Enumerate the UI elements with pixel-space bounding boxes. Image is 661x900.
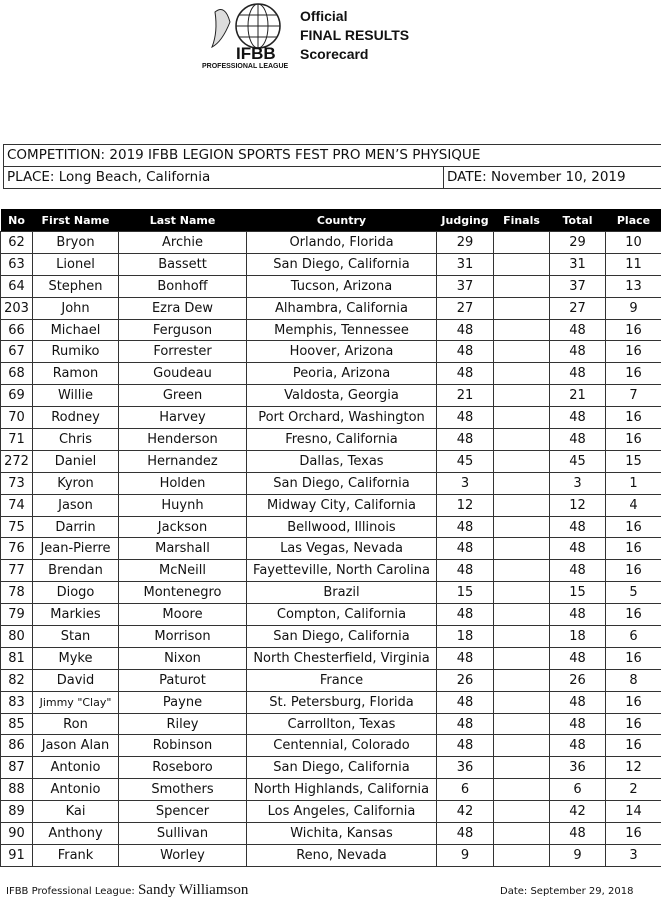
competition-place: PLACE: Long Beach, California: [7, 169, 211, 185]
cell-no: 91: [1, 844, 33, 866]
results-table: [0, 209, 661, 867]
footer-signature: [6, 882, 248, 899]
cell-total: 48: [550, 341, 606, 363]
cell-last-name: Holden: [119, 472, 247, 494]
table-row: [1, 472, 661, 494]
cell-first-name: Stephen: [33, 275, 119, 297]
cell-total: 31: [550, 253, 606, 275]
cell-judging: 37: [437, 275, 494, 297]
cell-total: 15: [550, 582, 606, 604]
cell-first-name: Diogo: [33, 582, 119, 604]
cell-finals: [494, 844, 550, 866]
cell-place: 12: [606, 757, 661, 779]
title-final-results: FINAL RESULTS: [300, 27, 410, 43]
column-header: Judging: [437, 209, 494, 232]
cell-last-name: Hernandez: [119, 450, 247, 472]
cell-first-name: Rumiko: [33, 341, 119, 363]
cell-last-name: Robinson: [119, 735, 247, 757]
cell-no: 71: [1, 429, 33, 451]
table-row: [1, 757, 661, 779]
cell-last-name: Paturot: [119, 669, 247, 691]
cell-country: North Chesterfield, Virginia: [247, 647, 437, 669]
cell-total: 48: [550, 647, 606, 669]
cell-first-name: Myke: [33, 647, 119, 669]
cell-country: Hoover, Arizona: [247, 341, 437, 363]
competition-info: [3, 144, 661, 189]
cell-place: 14: [606, 801, 661, 823]
cell-no: 82: [1, 669, 33, 691]
cell-judging: 48: [437, 407, 494, 429]
cell-no: 88: [1, 779, 33, 801]
cell-judging: 48: [437, 341, 494, 363]
table-row: [1, 626, 661, 648]
cell-no: 80: [1, 626, 33, 648]
cell-country: Orlando, Florida: [247, 232, 437, 254]
cell-judging: 48: [437, 363, 494, 385]
cell-last-name: Spencer: [119, 801, 247, 823]
cell-total: 48: [550, 538, 606, 560]
cell-last-name: Green: [119, 385, 247, 407]
cell-finals: [494, 319, 550, 341]
cell-first-name: Ramon: [33, 363, 119, 385]
cell-last-name: Roseboro: [119, 757, 247, 779]
cell-judging: 18: [437, 626, 494, 648]
cell-total: 48: [550, 429, 606, 451]
cell-place: 1: [606, 472, 661, 494]
cell-first-name: Daniel: [33, 450, 119, 472]
cell-first-name: David: [33, 669, 119, 691]
cell-country: Midway City, California: [247, 494, 437, 516]
cell-no: 62: [1, 232, 33, 254]
cell-place: 3: [606, 844, 661, 866]
cell-total: 18: [550, 626, 606, 648]
cell-first-name: Ron: [33, 713, 119, 735]
cell-finals: [494, 341, 550, 363]
cell-judging: 48: [437, 429, 494, 451]
table-row: [1, 844, 661, 866]
cell-last-name: Huynh: [119, 494, 247, 516]
table-row: [1, 801, 661, 823]
cell-last-name: Henderson: [119, 429, 247, 451]
cell-total: 48: [550, 363, 606, 385]
cell-country: Fayetteville, North Carolina: [247, 560, 437, 582]
cell-country: Wichita, Kansas: [247, 823, 437, 845]
table-row: [1, 560, 661, 582]
cell-total: 42: [550, 801, 606, 823]
cell-first-name: Kyron: [33, 472, 119, 494]
column-header: Country: [247, 209, 437, 232]
cell-total: 27: [550, 297, 606, 319]
cell-total: 6: [550, 779, 606, 801]
cell-first-name: Antonio: [33, 757, 119, 779]
cell-place: 7: [606, 385, 661, 407]
cell-place: 16: [606, 560, 661, 582]
cell-no: 83: [1, 691, 33, 713]
cell-country: San Diego, California: [247, 757, 437, 779]
cell-first-name: John: [33, 297, 119, 319]
cell-last-name: McNeill: [119, 560, 247, 582]
cell-judging: 36: [437, 757, 494, 779]
cell-country: North Highlands, California: [247, 779, 437, 801]
cell-place: 16: [606, 429, 661, 451]
footer-date: Date: September 29, 2018: [500, 886, 634, 897]
table-row: [1, 450, 661, 472]
cell-place: 16: [606, 823, 661, 845]
table-row: [1, 429, 661, 451]
cell-country: San Diego, California: [247, 626, 437, 648]
cell-total: 26: [550, 669, 606, 691]
table-row: [1, 494, 661, 516]
cell-no: 76: [1, 538, 33, 560]
cell-first-name: Jean-Pierre: [33, 538, 119, 560]
cell-judging: 29: [437, 232, 494, 254]
cell-country: Centennial, Colorado: [247, 735, 437, 757]
cell-country: St. Petersburg, Florida: [247, 691, 437, 713]
cell-judging: 48: [437, 735, 494, 757]
cell-place: 11: [606, 253, 661, 275]
cell-place: 16: [606, 691, 661, 713]
cell-judging: 48: [437, 560, 494, 582]
table-row: [1, 516, 661, 538]
cell-first-name: Kai: [33, 801, 119, 823]
cell-finals: [494, 275, 550, 297]
cell-judging: 42: [437, 801, 494, 823]
cell-last-name: Morrison: [119, 626, 247, 648]
cell-country: Brazil: [247, 582, 437, 604]
cell-finals: [494, 297, 550, 319]
cell-finals: [494, 626, 550, 648]
cell-no: 203: [1, 297, 33, 319]
cell-place: 16: [606, 647, 661, 669]
cell-place: 2: [606, 779, 661, 801]
title-official: Official: [300, 8, 348, 24]
cell-no: 81: [1, 647, 33, 669]
table-row: [1, 669, 661, 691]
cell-no: 69: [1, 385, 33, 407]
cell-last-name: Moore: [119, 604, 247, 626]
cell-last-name: Sullivan: [119, 823, 247, 845]
cell-total: 48: [550, 319, 606, 341]
cell-place: 16: [606, 604, 661, 626]
cell-place: 16: [606, 538, 661, 560]
cell-country: Carrollton, Texas: [247, 713, 437, 735]
cell-last-name: Worley: [119, 844, 247, 866]
table-row: [1, 604, 661, 626]
cell-finals: [494, 232, 550, 254]
cell-judging: 48: [437, 713, 494, 735]
cell-finals: [494, 429, 550, 451]
cell-no: 87: [1, 757, 33, 779]
cell-finals: [494, 735, 550, 757]
cell-place: 13: [606, 275, 661, 297]
cell-total: 36: [550, 757, 606, 779]
cell-last-name: Ezra Dew: [119, 297, 247, 319]
cell-finals: [494, 516, 550, 538]
cell-country: Peoria, Arizona: [247, 363, 437, 385]
cell-finals: [494, 538, 550, 560]
cell-judging: 6: [437, 779, 494, 801]
cell-first-name: Brendan: [33, 560, 119, 582]
logo-text: IFBB: [236, 44, 276, 63]
cell-total: 9: [550, 844, 606, 866]
cell-country: Compton, California: [247, 604, 437, 626]
table-row: [1, 407, 661, 429]
table-row: [1, 735, 661, 757]
title-scorecard: Scorecard: [300, 46, 369, 62]
cell-place: 16: [606, 319, 661, 341]
cell-total: 48: [550, 735, 606, 757]
cell-last-name: Nixon: [119, 647, 247, 669]
cell-total: 37: [550, 275, 606, 297]
cell-finals: [494, 691, 550, 713]
cell-place: 16: [606, 516, 661, 538]
cell-last-name: Payne: [119, 691, 247, 713]
cell-place: 4: [606, 494, 661, 516]
cell-place: 15: [606, 450, 661, 472]
cell-finals: [494, 407, 550, 429]
cell-place: 16: [606, 363, 661, 385]
cell-judging: 15: [437, 582, 494, 604]
cell-no: 63: [1, 253, 33, 275]
cell-judging: 31: [437, 253, 494, 275]
cell-no: 70: [1, 407, 33, 429]
cell-first-name: Markies: [33, 604, 119, 626]
table-row: [1, 232, 661, 254]
cell-finals: [494, 582, 550, 604]
cell-total: 48: [550, 604, 606, 626]
cell-judging: 48: [437, 604, 494, 626]
cell-country: Tucson, Arizona: [247, 275, 437, 297]
cell-finals: [494, 779, 550, 801]
column-header: First Name: [33, 209, 119, 232]
cell-no: 68: [1, 363, 33, 385]
cell-finals: [494, 823, 550, 845]
cell-first-name: Jason: [33, 494, 119, 516]
cell-total: 48: [550, 713, 606, 735]
cell-finals: [494, 494, 550, 516]
table-row: [1, 253, 661, 275]
cell-total: 21: [550, 385, 606, 407]
cell-country: Reno, Nevada: [247, 844, 437, 866]
cell-judging: 21: [437, 385, 494, 407]
cell-no: 64: [1, 275, 33, 297]
cell-last-name: Ferguson: [119, 319, 247, 341]
cell-last-name: Goudeau: [119, 363, 247, 385]
cell-no: 90: [1, 823, 33, 845]
cell-first-name: Willie: [33, 385, 119, 407]
cell-last-name: Jackson: [119, 516, 247, 538]
cell-country: San Diego, California: [247, 472, 437, 494]
table-row: [1, 363, 661, 385]
table-row: [1, 713, 661, 735]
cell-total: 48: [550, 407, 606, 429]
cell-first-name: Michael: [33, 319, 119, 341]
cell-finals: [494, 604, 550, 626]
logo-subtext: PROFESSIONAL LEAGUE: [202, 63, 289, 70]
cell-finals: [494, 757, 550, 779]
cell-finals: [494, 363, 550, 385]
cell-judging: 48: [437, 538, 494, 560]
cell-total: 48: [550, 560, 606, 582]
league-label: IFBB Professional League:: [6, 886, 135, 897]
cell-country: Los Angeles, California: [247, 801, 437, 823]
table-row: [1, 297, 661, 319]
cell-place: 6: [606, 626, 661, 648]
cell-judging: 45: [437, 450, 494, 472]
cell-no: 74: [1, 494, 33, 516]
cell-first-name: Frank: [33, 844, 119, 866]
cell-judging: 3: [437, 472, 494, 494]
cell-last-name: Forrester: [119, 341, 247, 363]
cell-last-name: Bonhoff: [119, 275, 247, 297]
cell-place: 9: [606, 297, 661, 319]
cell-finals: [494, 560, 550, 582]
cell-country: Las Vegas, Nevada: [247, 538, 437, 560]
cell-country: Port Orchard, Washington: [247, 407, 437, 429]
cell-finals: [494, 253, 550, 275]
cell-country: France: [247, 669, 437, 691]
table-row: [1, 823, 661, 845]
cell-no: 86: [1, 735, 33, 757]
cell-no: 77: [1, 560, 33, 582]
cell-place: 16: [606, 407, 661, 429]
cell-place: 16: [606, 735, 661, 757]
cell-no: 85: [1, 713, 33, 735]
cell-place: 16: [606, 341, 661, 363]
cell-no: 79: [1, 604, 33, 626]
cell-first-name: Chris: [33, 429, 119, 451]
cell-finals: [494, 669, 550, 691]
cell-finals: [494, 647, 550, 669]
cell-first-name: Lionel: [33, 253, 119, 275]
cell-last-name: Montenegro: [119, 582, 247, 604]
cell-total: 48: [550, 823, 606, 845]
cell-first-name: Darrin: [33, 516, 119, 538]
cell-place: 10: [606, 232, 661, 254]
cell-finals: [494, 472, 550, 494]
cell-country: Fresno, California: [247, 429, 437, 451]
cell-place: 8: [606, 669, 661, 691]
column-header: No: [1, 209, 33, 232]
competition-name: COMPETITION: 2019 IFBB LEGION SPORTS FEST PRO MEN’S PHYSIQUE: [7, 147, 481, 163]
cell-finals: [494, 385, 550, 407]
cell-total: 3: [550, 472, 606, 494]
column-header: Finals: [494, 209, 550, 232]
cell-finals: [494, 450, 550, 472]
cell-last-name: Riley: [119, 713, 247, 735]
cell-no: 89: [1, 801, 33, 823]
cell-place: 16: [606, 713, 661, 735]
cell-total: 12: [550, 494, 606, 516]
cell-judging: 12: [437, 494, 494, 516]
cell-last-name: Harvey: [119, 407, 247, 429]
cell-no: 272: [1, 450, 33, 472]
table-row: [1, 538, 661, 560]
table-row: [1, 385, 661, 407]
cell-first-name: Bryon: [33, 232, 119, 254]
table-row: [1, 691, 661, 713]
table-row: [1, 779, 661, 801]
cell-country: Bellwood, Illinois: [247, 516, 437, 538]
cell-judging: 9: [437, 844, 494, 866]
cell-judging: 26: [437, 669, 494, 691]
column-header: Place: [606, 209, 661, 232]
cell-country: Valdosta, Georgia: [247, 385, 437, 407]
signature: Sandy Williamson: [137, 882, 249, 898]
cell-total: 29: [550, 232, 606, 254]
cell-last-name: Archie: [119, 232, 247, 254]
cell-no: 67: [1, 341, 33, 363]
cell-finals: [494, 801, 550, 823]
cell-total: 48: [550, 516, 606, 538]
column-header: Last Name: [119, 209, 247, 232]
table-row: [1, 341, 661, 363]
cell-total: 48: [550, 691, 606, 713]
cell-last-name: Bassett: [119, 253, 247, 275]
cell-last-name: Marshall: [119, 538, 247, 560]
cell-place: 5: [606, 582, 661, 604]
cell-judging: 48: [437, 319, 494, 341]
cell-no: 78: [1, 582, 33, 604]
table-row: [1, 647, 661, 669]
cell-country: Alhambra, California: [247, 297, 437, 319]
cell-country: Dallas, Texas: [247, 450, 437, 472]
column-header: Total: [550, 209, 606, 232]
cell-first-name: Jimmy "Clay": [33, 691, 119, 713]
cell-first-name: Jason Alan: [33, 735, 119, 757]
cell-first-name: Anthony: [33, 823, 119, 845]
table-row: [1, 319, 661, 341]
cell-judging: 48: [437, 516, 494, 538]
cell-finals: [494, 713, 550, 735]
cell-judging: 48: [437, 691, 494, 713]
table-row: [1, 275, 661, 297]
cell-no: 73: [1, 472, 33, 494]
cell-country: Memphis, Tennessee: [247, 319, 437, 341]
cell-first-name: Antonio: [33, 779, 119, 801]
cell-first-name: Rodney: [33, 407, 119, 429]
cell-judging: 48: [437, 647, 494, 669]
cell-total: 45: [550, 450, 606, 472]
table-row: [1, 582, 661, 604]
cell-no: 66: [1, 319, 33, 341]
cell-no: 75: [1, 516, 33, 538]
competition-date: DATE: November 10, 2019: [443, 167, 661, 188]
cell-judging: 27: [437, 297, 494, 319]
cell-last-name: Smothers: [119, 779, 247, 801]
cell-judging: 48: [437, 823, 494, 845]
cell-first-name: Stan: [33, 626, 119, 648]
cell-country: San Diego, California: [247, 253, 437, 275]
